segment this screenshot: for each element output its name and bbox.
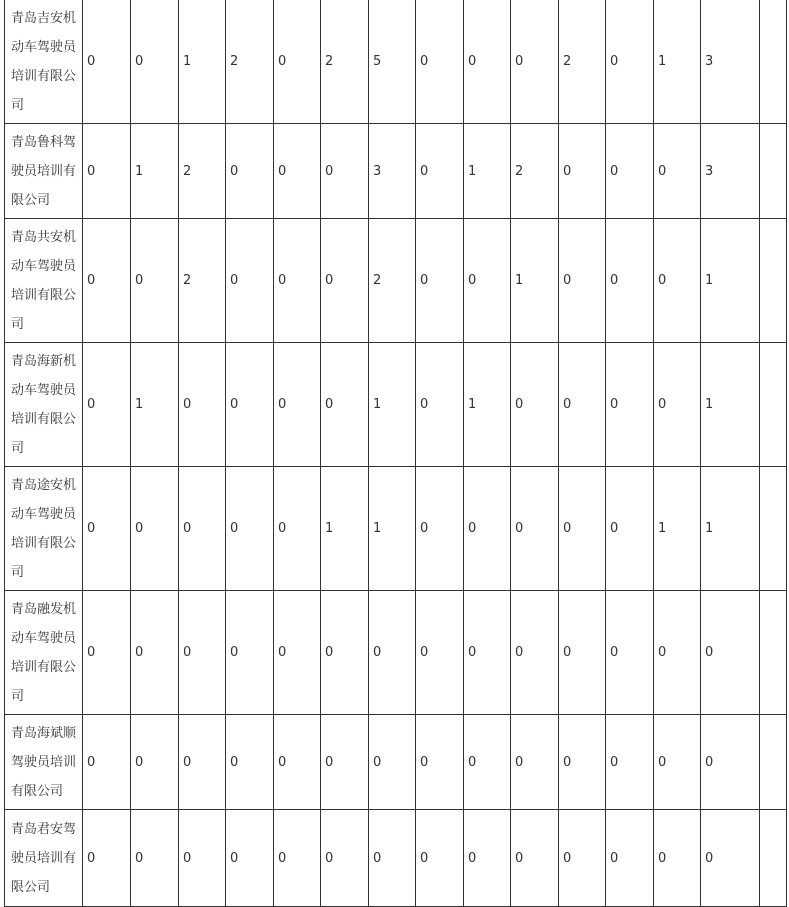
value-cell: 0 [654,810,701,907]
value-cell: 0 [416,715,464,810]
value-cell: 0 [274,715,321,810]
value-cell: 0 [559,124,606,219]
value-cell: 0 [416,219,464,343]
value-cell: 0 [369,715,416,810]
value-cell: 0 [179,715,226,810]
value-cell: 0 [464,810,511,907]
value-cell: 0 [226,810,274,907]
value-cell: 0 [321,810,369,907]
value-cell: 0 [226,467,274,591]
value-cell: 0 [416,343,464,467]
value-cell: 2 [179,219,226,343]
value-cell: 0 [606,124,654,219]
value-cell: 1 [131,124,179,219]
value-cell: 0 [511,591,559,715]
value-cell: 0 [83,343,131,467]
data-table [4,0,787,907]
value-cell: 0 [83,591,131,715]
value-cell: 0 [321,219,369,343]
value-cell: 0 [559,219,606,343]
empty-cell [760,343,787,467]
value-cell: 0 [559,343,606,467]
value-cell: 0 [131,467,179,591]
value-cell: 1 [179,0,226,124]
table-row [5,715,787,810]
value-cell: 0 [464,219,511,343]
value-cell: 0 [226,591,274,715]
value-cell: 1 [464,124,511,219]
school-name-cell: 青岛共安机动车驾驶员培训有限公司 [5,219,83,343]
value-cell: 0 [606,219,654,343]
value-cell: 0 [131,0,179,124]
table-body [5,0,787,907]
school-name-cell: 青岛吉安机动车驾驶员培训有限公司 [5,0,83,124]
value-cell: 0 [274,0,321,124]
value-cell: 0 [179,343,226,467]
value-cell: 0 [274,591,321,715]
school-name-cell: 青岛鲁科驾驶员培训有限公司 [5,124,83,219]
value-cell: 0 [654,343,701,467]
value-cell: 0 [606,467,654,591]
value-cell: 0 [701,591,760,715]
value-cell: 0 [559,591,606,715]
value-cell: 0 [606,343,654,467]
value-cell: 1 [701,343,760,467]
value-cell: 0 [179,810,226,907]
value-cell: 0 [83,715,131,810]
value-cell: 2 [511,124,559,219]
value-cell: 0 [274,343,321,467]
empty-cell [760,124,787,219]
value-cell: 0 [416,124,464,219]
value-cell: 0 [83,810,131,907]
empty-cell [760,219,787,343]
school-name-cell: 青岛途安机动车驾驶员培训有限公司 [5,467,83,591]
table-row [5,343,787,467]
value-cell: 1 [321,467,369,591]
value-cell: 1 [464,343,511,467]
school-name-cell: 青岛融发机动车驾驶员培训有限公司 [5,591,83,715]
value-cell: 2 [369,219,416,343]
value-cell: 0 [321,343,369,467]
table-row [5,810,787,907]
value-cell: 0 [274,467,321,591]
value-cell: 0 [606,715,654,810]
empty-cell [760,467,787,591]
value-cell: 2 [559,0,606,124]
value-cell: 0 [179,591,226,715]
value-cell: 0 [559,467,606,591]
value-cell: 1 [701,467,760,591]
value-cell: 1 [511,219,559,343]
table-row [5,124,787,219]
value-cell: 0 [654,124,701,219]
value-cell: 0 [83,467,131,591]
value-cell: 0 [464,0,511,124]
value-cell: 0 [701,715,760,810]
value-cell: 2 [226,0,274,124]
value-cell: 2 [179,124,226,219]
value-cell: 0 [274,810,321,907]
value-cell: 0 [511,467,559,591]
table-row [5,0,787,124]
value-cell: 0 [226,219,274,343]
value-cell: 0 [321,591,369,715]
value-cell: 0 [321,715,369,810]
value-cell: 0 [701,810,760,907]
value-cell: 0 [226,343,274,467]
value-cell: 0 [369,591,416,715]
value-cell: 0 [83,219,131,343]
value-cell: 0 [416,0,464,124]
value-cell: 0 [83,124,131,219]
value-cell: 5 [369,0,416,124]
table-row [5,219,787,343]
value-cell: 1 [369,343,416,467]
value-cell: 1 [131,343,179,467]
value-cell: 0 [654,219,701,343]
table-row [5,591,787,715]
value-cell: 0 [416,810,464,907]
value-cell: 0 [274,124,321,219]
value-cell: 0 [369,810,416,907]
value-cell: 0 [511,810,559,907]
value-cell: 3 [369,124,416,219]
school-name-cell: 青岛君安驾驶员培训有限公司 [5,810,83,907]
value-cell: 0 [321,124,369,219]
value-cell: 3 [701,124,760,219]
value-cell: 0 [464,591,511,715]
value-cell: 0 [511,343,559,467]
empty-cell [760,810,787,907]
value-cell: 0 [654,715,701,810]
value-cell: 1 [654,0,701,124]
value-cell: 0 [606,591,654,715]
value-cell: 0 [274,219,321,343]
value-cell: 0 [226,715,274,810]
school-name-cell: 青岛海新机动车驾驶员培训有限公司 [5,343,83,467]
value-cell: 0 [559,715,606,810]
value-cell: 0 [131,715,179,810]
value-cell: 3 [701,0,760,124]
value-cell: 0 [654,591,701,715]
value-cell: 0 [226,124,274,219]
value-cell: 0 [179,467,226,591]
value-cell: 0 [464,467,511,591]
value-cell: 1 [654,467,701,591]
value-cell: 0 [511,0,559,124]
value-cell: 1 [369,467,416,591]
value-cell: 0 [131,810,179,907]
table-row [5,467,787,591]
value-cell: 0 [416,591,464,715]
value-cell: 0 [131,591,179,715]
school-name-cell: 青岛海斌顺驾驶员培训有限公司 [5,715,83,810]
value-cell: 0 [559,810,606,907]
value-cell: 0 [416,467,464,591]
empty-cell [760,715,787,810]
empty-cell [760,0,787,124]
value-cell: 0 [606,0,654,124]
value-cell: 2 [321,0,369,124]
empty-cell [760,591,787,715]
value-cell: 0 [606,810,654,907]
value-cell: 0 [511,715,559,810]
value-cell: 0 [464,715,511,810]
value-cell: 0 [131,219,179,343]
value-cell: 0 [83,0,131,124]
value-cell: 1 [701,219,760,343]
